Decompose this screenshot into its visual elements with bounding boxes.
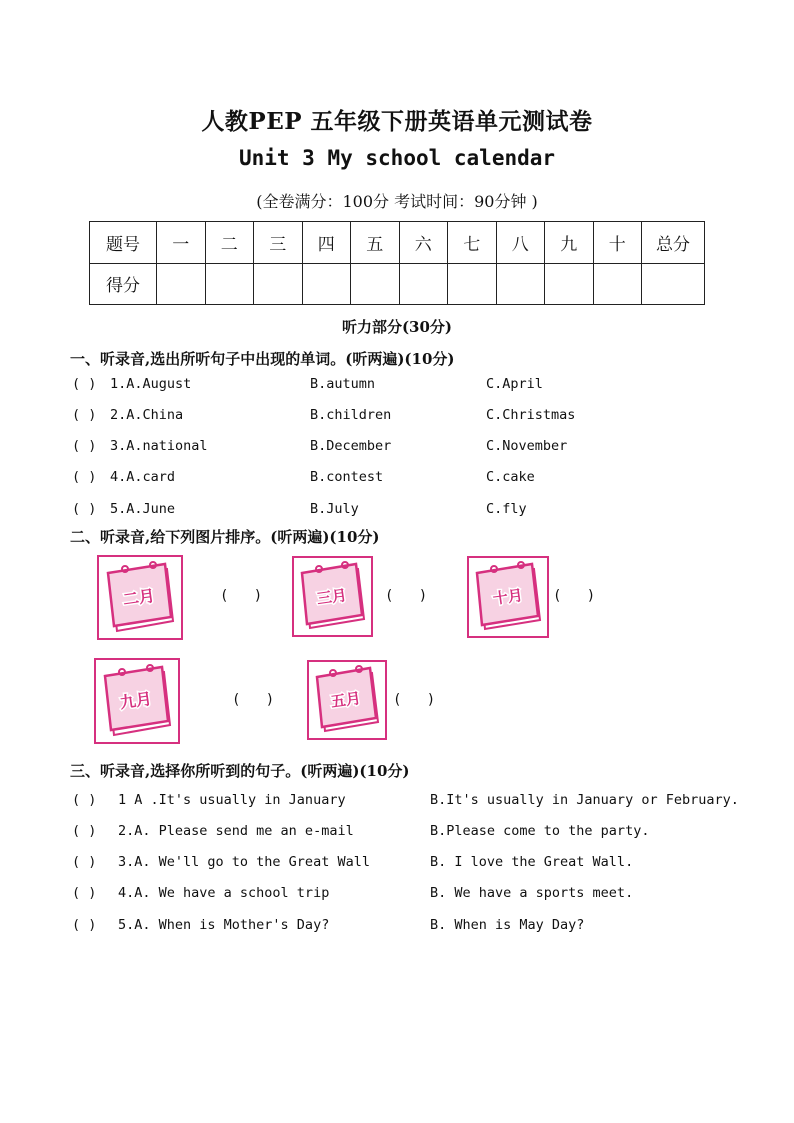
answer-blank[interactable]: ( ) xyxy=(393,692,436,708)
option-b: B. I love the Great Wall. xyxy=(430,854,634,870)
col-5: 五 xyxy=(351,222,400,264)
calendar-month-label: 五月 xyxy=(329,689,362,712)
option-c: C.April xyxy=(486,376,543,392)
col-total: 总分 xyxy=(642,222,705,264)
score-info: (全卷满分：100分 考试时间：90分钟 ) xyxy=(256,192,538,211)
question-row xyxy=(72,854,762,874)
calendar-month-label: 三月 xyxy=(315,586,348,609)
col-7: 七 xyxy=(448,222,497,264)
answer-blank[interactable]: ( ) xyxy=(72,501,97,517)
col-9: 九 xyxy=(545,222,594,264)
answer-blank[interactable]: ( ) xyxy=(553,588,596,604)
answer-blank[interactable]: ( ) xyxy=(220,588,263,604)
option-b: B. We have a sports meet. xyxy=(430,885,634,901)
option-c: C.cake xyxy=(486,469,535,485)
score-cell[interactable] xyxy=(254,263,303,305)
option-a: 4.A. We have a school trip xyxy=(118,885,330,901)
option-b: B. When is May Day? xyxy=(430,917,585,933)
score-cell[interactable] xyxy=(448,263,497,305)
option-b: B.July xyxy=(310,501,359,517)
option-c: C.fly xyxy=(486,501,527,517)
col-1: 一 xyxy=(157,222,206,264)
calendar-september-icon xyxy=(94,658,180,744)
score-cell[interactable] xyxy=(399,263,448,305)
row-label-score: 得分 xyxy=(90,263,157,305)
question-row xyxy=(72,469,762,489)
col-6: 六 xyxy=(399,222,448,264)
calendar-october-icon xyxy=(467,556,549,638)
col-2: 二 xyxy=(205,222,254,264)
calendar-month-label: 十月 xyxy=(491,586,524,609)
calendar-february-icon xyxy=(97,555,183,640)
option-a: 1 A .It's usually in January xyxy=(118,792,346,808)
section-3-heading: 三、听录音,选择你所听到的句子。(听两遍)(10分) xyxy=(70,762,410,780)
section-1-heading: 一、听录音,选出所听句子中出现的单词。(听两遍)(10分) xyxy=(70,350,455,368)
question-row xyxy=(72,792,762,812)
option-a: 5.A.June xyxy=(110,501,176,517)
calendar-month-label: 九月 xyxy=(118,688,153,713)
col-10: 十 xyxy=(593,222,642,264)
answer-blank[interactable]: ( ) xyxy=(72,823,97,839)
calendar-march-icon xyxy=(292,556,373,637)
score-cell[interactable] xyxy=(205,263,254,305)
answer-blank[interactable]: ( ) xyxy=(72,438,97,454)
option-b: B.contest xyxy=(310,469,384,485)
score-table xyxy=(89,221,705,305)
col-4: 四 xyxy=(302,222,351,264)
option-a: 2.A. Please send me an e-mail xyxy=(118,823,354,839)
option-b: B.December xyxy=(310,438,392,454)
listening-part-title: 听力部分(30分) xyxy=(341,318,453,336)
option-a: 3.A. We'll go to the Great Wall xyxy=(118,854,370,870)
score-cell[interactable] xyxy=(593,263,642,305)
option-a: 1.A.August xyxy=(110,376,192,392)
option-b: B.Please come to the party. xyxy=(430,823,650,839)
question-row xyxy=(72,438,762,458)
question-row xyxy=(72,501,762,521)
question-row xyxy=(72,823,762,843)
option-b: B.children xyxy=(310,407,392,423)
score-cell[interactable] xyxy=(302,263,351,305)
option-b: B.It's usually in January or February. xyxy=(430,792,739,808)
score-cell[interactable] xyxy=(496,263,545,305)
answer-blank[interactable]: ( ) xyxy=(72,854,97,870)
answer-blank[interactable]: ( ) xyxy=(72,885,97,901)
score-cell[interactable] xyxy=(351,263,400,305)
option-a: 2.A.China xyxy=(110,407,184,423)
answer-blank[interactable]: ( ) xyxy=(72,917,97,933)
answer-blank[interactable]: ( ) xyxy=(232,692,275,708)
exam-title: 人教PEP 五年级下册英语单元测试卷 xyxy=(201,108,593,135)
unit-title: Unit 3 My school calendar xyxy=(238,146,556,170)
answer-blank[interactable]: ( ) xyxy=(72,792,97,808)
option-a: 3.A.national xyxy=(110,438,208,454)
option-c: C.November xyxy=(486,438,568,454)
answer-blank[interactable]: ( ) xyxy=(72,407,97,423)
question-row xyxy=(72,407,762,427)
answer-blank[interactable]: ( ) xyxy=(72,376,97,392)
option-b: B.autumn xyxy=(310,376,376,392)
question-row xyxy=(72,885,762,905)
col-8: 八 xyxy=(496,222,545,264)
score-cell[interactable] xyxy=(545,263,594,305)
option-a: 4.A.card xyxy=(110,469,176,485)
question-row xyxy=(72,376,762,396)
calendar-may-icon xyxy=(307,660,387,740)
calendar-month-label: 二月 xyxy=(121,585,156,610)
score-table-header-row xyxy=(90,222,705,264)
option-c: C.Christmas xyxy=(486,407,576,423)
score-cell[interactable] xyxy=(157,263,206,305)
answer-blank[interactable]: ( ) xyxy=(72,469,97,485)
question-row xyxy=(72,917,762,937)
col-3: 三 xyxy=(254,222,303,264)
score-table-score-row xyxy=(90,263,705,305)
row-label-question-number: 题号 xyxy=(90,222,157,264)
answer-blank[interactable]: ( ) xyxy=(385,588,428,604)
option-a: 5.A. When is Mother's Day? xyxy=(118,917,330,933)
score-cell-total[interactable] xyxy=(642,263,705,305)
section-2-heading: 二、听录音,给下列图片排序。(听两遍)(10分) xyxy=(70,528,380,546)
